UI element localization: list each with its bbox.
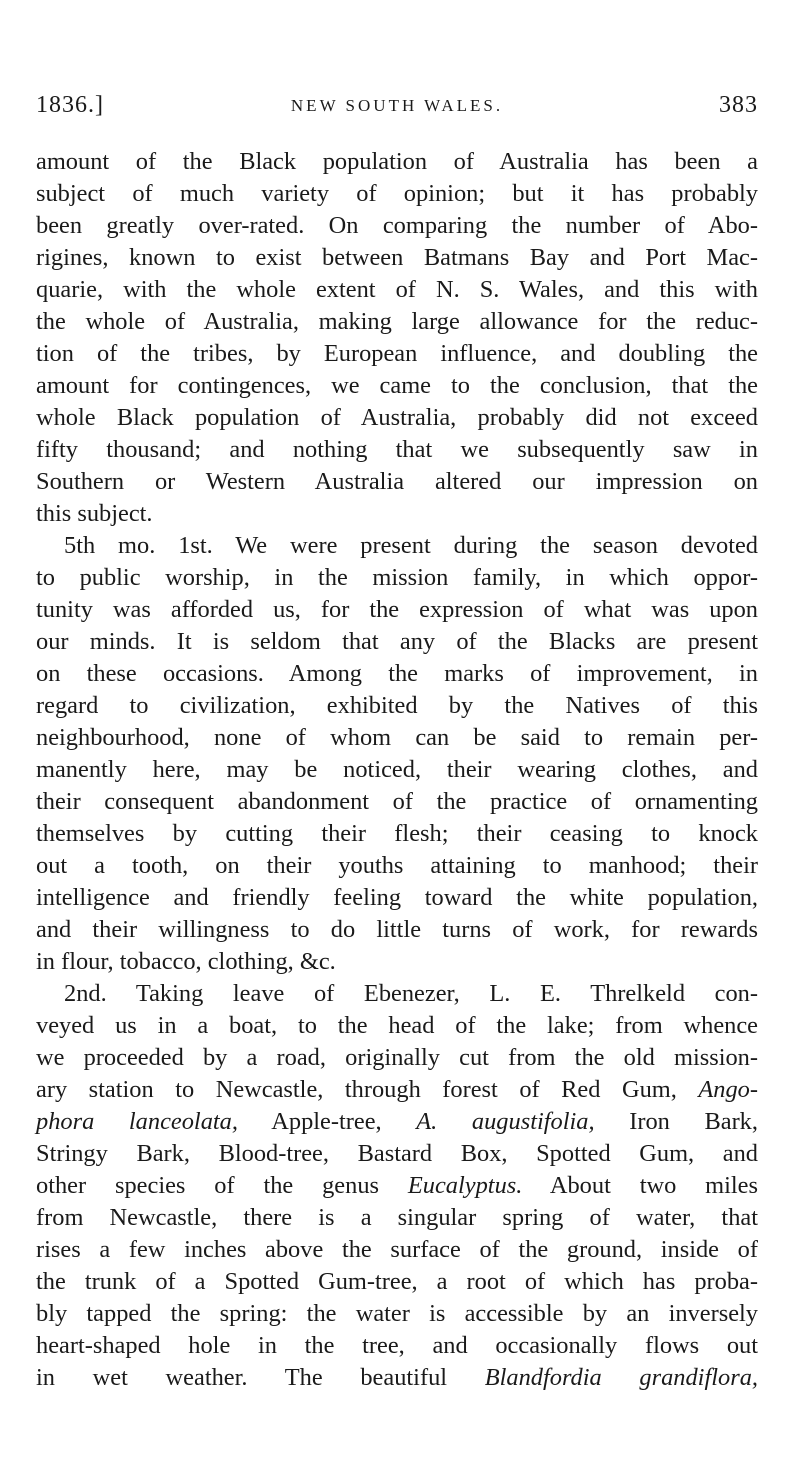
text-line (36, 1362, 758, 1394)
text-line: veyed us in a boat, to the head of the lake; from whence (36, 1012, 758, 1039)
header-year: 1836.] (36, 92, 104, 118)
text-line: intelligence and friendly feeling toward the white population, (36, 884, 758, 911)
text-segment: About two miles (522, 1172, 758, 1199)
text-line: Southern or Western Australia altered our impression on (36, 468, 758, 495)
text-segment: ary station to Newcastle, through forest of Red Gum, (36, 1076, 677, 1103)
text-segment: other species of the genus (36, 1172, 408, 1199)
body-text (36, 146, 758, 1394)
text-line: tunity was afforded us, for the expression of what was upon (36, 596, 758, 623)
text-line: tion of the tribes, by European influence, and doubling the (36, 340, 758, 367)
text-line: bly tapped the spring: the water is accessible by an inversely (36, 1300, 758, 1327)
text-line: 5th mo. 1st. We were present during the season devoted (64, 532, 758, 559)
italic-text: Eucalyptus. (407, 1172, 523, 1199)
text-line: on these occasions. Among the marks of improvement, in (36, 660, 758, 687)
text-segment: Iron Bark, (594, 1108, 758, 1135)
text-line: manently here, may be noticed, their wearing clothes, and (36, 756, 758, 783)
text-line: amount of the Black population of Australia has been a (36, 148, 758, 175)
text-line: the trunk of a Spotted Gum-tree, a root of which has proba- (36, 1268, 758, 1295)
text-line: from Newcastle, there is a singular spring of water, that (36, 1204, 758, 1231)
text-segment: Apple-tree, (237, 1108, 417, 1135)
italic-text: phora lanceolata, (36, 1108, 238, 1135)
text-line: subject of much variety of opinion; but it has probably (36, 180, 758, 207)
text-line: the whole of Australia, making large allowance for the reduc- (36, 308, 758, 335)
text-line: rigines, known to exist between Batmans Bay and Port Mac- (36, 244, 758, 271)
text-line: neighbourhood, none of whom can be said to remain per- (36, 724, 758, 751)
page-number: 383 (719, 92, 758, 118)
text-line: regard to civilization, exhibited by the Natives of this (36, 692, 758, 719)
text-line: amount for contingences, we came to the conclusion, that the (36, 372, 758, 399)
text-segment: in wet weather. The beautiful (36, 1364, 485, 1391)
text-line: been greatly over-rated. On comparing the number of Abo- (36, 212, 758, 239)
text-line: this subject. (36, 500, 153, 527)
text-line: out a tooth, on their youths attaining to manhood; their (36, 852, 758, 879)
italic-text: A. augustifolia, (416, 1108, 595, 1135)
text-line: and their willingness to do little turns of work, for rewards (36, 916, 758, 943)
text-line: our minds. It is seldom that any of the Blacks are present (36, 628, 758, 655)
running-title: NEW SOUTH WALES. (290, 96, 504, 115)
text-line: quarie, with the whole extent of N. S. Wales, and this with (36, 276, 758, 303)
text-line (36, 1106, 758, 1138)
text-line (36, 1074, 758, 1106)
text-line: their consequent abandonment of the practice of ornamenting (36, 788, 758, 815)
text-line: whole Black population of Australia, probably did not exceed (36, 404, 758, 431)
text-line: themselves by cutting their flesh; their ceasing to knock (36, 820, 758, 847)
text-line: we proceeded by a road, originally cut from the old mission- (36, 1044, 758, 1071)
text-line: to public worship, in the mission family, in which oppor- (36, 564, 758, 591)
page-header (36, 92, 758, 126)
text-line: rises a few inches above the surface of the ground, inside of (36, 1236, 758, 1263)
text-line: Stringy Bark, Blood-tree, Bastard Box, Spotted Gum, and (36, 1140, 758, 1167)
italic-text: Blandfordia grandiflora, (484, 1364, 758, 1391)
text-line: 2nd. Taking leave of Ebenezer, L. E. Threlkeld con- (64, 980, 758, 1007)
text-line (36, 1170, 758, 1202)
text-line: fifty thousand; and nothing that we subsequently saw in (36, 436, 758, 463)
text-line: heart-shaped hole in the tree, and occasionally flows out (36, 1332, 758, 1359)
italic-text: Ango- (698, 1076, 758, 1103)
text-line: in flour, tobacco, clothing, &c. (36, 948, 336, 975)
